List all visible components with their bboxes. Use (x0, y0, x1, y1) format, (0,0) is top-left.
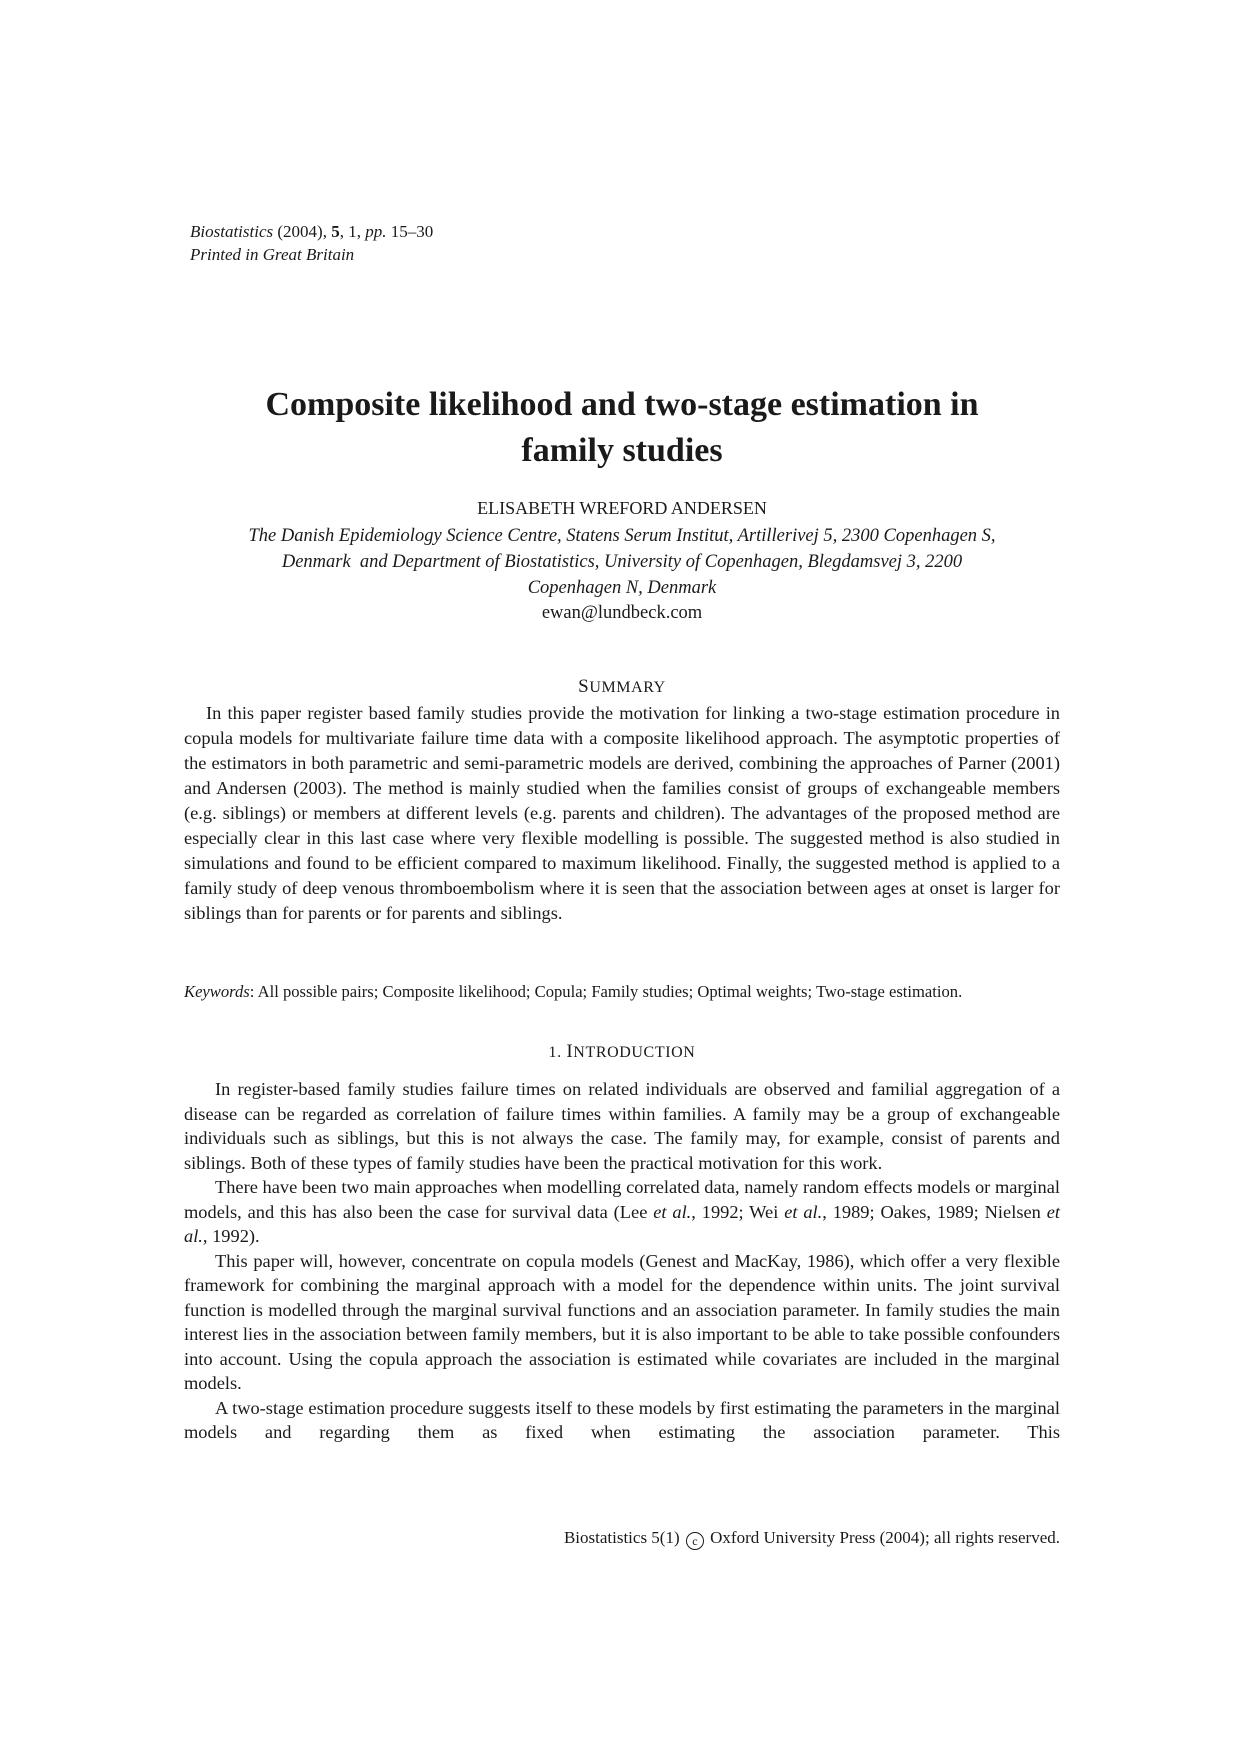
footer-journal: Biostatistics 5(1) (563, 1528, 680, 1547)
journal-pp-label: pp. (365, 222, 387, 241)
journal-year: (2004), (277, 222, 327, 241)
introduction-heading-rest: NTRODUCTION (573, 1044, 696, 1061)
p2-etal-2: et al. (784, 1201, 823, 1222)
copyright-icon: c (686, 1532, 704, 1550)
keywords (184, 981, 1060, 1003)
printed-in: Printed in Great Britain (190, 245, 355, 264)
journal-citation (190, 220, 433, 243)
copyright-footer (564, 1527, 1060, 1550)
paper-title-line-1: Composite likelihood and two-stage estimation in (265, 386, 979, 423)
journal-issue: , 1, (339, 222, 361, 241)
introduction-heading-initial: I (566, 1041, 574, 1062)
introduction-paragraph-3: This paper will, however, concentrate on copula models (Genest and MacKay, 1986), which offer a very flexible framework for combining the marginal approach with a model for the dependence within units. The joint survival function is modelled through the marginal survival functions and an association parameter. In family studies the main interest lies in the association between family members, but it is also important to be able to take possible confounders into account. Using the copula approach the association is estimated while covariates are included in the marginal models. (184, 1250, 1060, 1393)
p2-etal-1: et al. (653, 1201, 692, 1222)
affiliation-line-2: Denmark and Department of Biostatistics, University of Copenhagen, Blegdamsvej 3, 2200 (281, 552, 963, 572)
p2-etal-3: et al. (184, 1201, 1060, 1246)
author-name: ELISABETH WREFORD ANDERSEN (477, 498, 767, 518)
keywords-label: Keywords (184, 982, 250, 1001)
affiliation-line-1: The Danish Epidemiology Science Centre, Statens Serum Institut, Artillerivej 5, 2300 Copenhagen S, (248, 526, 996, 546)
introduction-paragraph-4: A two-stage estimation procedure suggests itself to these models by first estimating the parameters in the marginal models and regarding them as fixed when estimating the association parameter. This (184, 1397, 1060, 1442)
summary-heading (184, 676, 1060, 698)
p2-text-c: , 1989; Oakes, 1989; Nielsen (822, 1201, 1047, 1222)
journal-pages: 15–30 (390, 222, 434, 241)
introduction-paragraph-2 (184, 1175, 1060, 1249)
p2-text-a: There have been two main approaches when modelling correlated data, namely random effects models or marginal models, and this has also been the case for survival data (Lee (184, 1177, 1060, 1222)
journal-volume: 5 (331, 222, 340, 241)
author-affiliation (184, 523, 1060, 601)
summary-heading-initial: S (578, 676, 590, 697)
introduction-heading (184, 1041, 1060, 1063)
keywords-list: : All possible pairs; Composite likelihood; Copula; Family studies; Optimal weights; Two-stage estimation. (249, 982, 963, 1001)
introduction-paragraph-1: In register-based family studies failure times on related individuals are observed and familial aggregation of a disease can be regarded as correlation of failure times within families. A family may be a group of exchangeable individuals such as siblings, but this is not always the case. The family may, for example, consist of parents and siblings. Both of these types of family studies have been the practical motivation for this work. (184, 1079, 1060, 1173)
author-email: ewan@lundbeck.com (541, 603, 703, 623)
p2-text-d: , 1992). (202, 1226, 260, 1246)
paper-title-line-2: family studies (521, 432, 723, 469)
journal-info (190, 220, 433, 266)
paper-title (184, 382, 1060, 474)
summary-heading-rest: UMMARY (589, 679, 666, 696)
p2-text-b: , 1992; Wei (691, 1201, 785, 1222)
introduction-body (184, 1077, 1060, 1445)
summary-text: In this paper register based family studies provide the motivation for linking a two-stage estimation procedure in copula models for multivariate failure time data with a composite likelihood approach. The asymptotic properties of the estimators in both parametric and semi-parametric models are derived, combining the approaches of Parner (2001) and Andersen (2003). The method is mainly studied when the families consist of groups of exchangeable members (e.g. siblings) or members at different levels (e.g. parents and children). The advantages of the proposed method are especially clear in this last case where very flexible modelling is possible. The suggested method is also studied in simulations and found to be efficient compared to maximum likelihood. Finally, the suggested method is applied to a family study of deep venous thromboembolism where it is seen that the association between ages at onset is larger for siblings than for parents or for parents and siblings. (184, 703, 1060, 923)
journal-name: Biostatistics (190, 222, 274, 241)
introduction-number: 1. (548, 1044, 562, 1061)
footer-publisher: Oxford University Press (2004); all rights reserved. (710, 1528, 1060, 1547)
affiliation-line-3: Copenhagen N, Denmark (527, 578, 717, 598)
paper-page (184, 0, 1060, 1755)
